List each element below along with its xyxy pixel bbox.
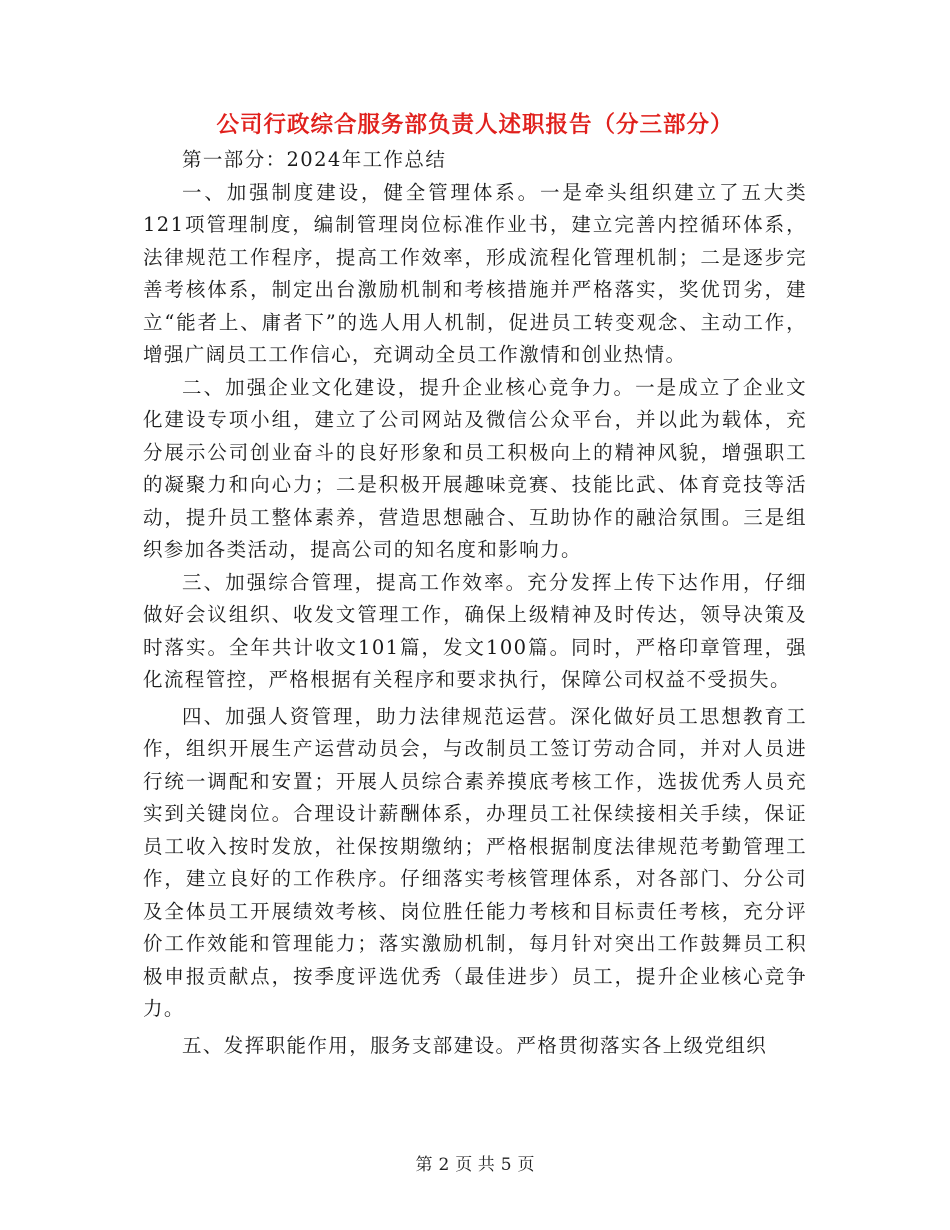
footer-page-number: 2 [438,1155,450,1175]
page-footer [0,1153,950,1177]
footer-middle: 页 共 [455,1155,495,1175]
paragraph-5: 五、发挥职能作用，服务支部建设。严格贯彻落实各上级党组织 [182,1033,768,1057]
paragraph-1: 一、加强制度建设，健全管理体系。一是牵头组织建立了五大类121项管理制度，编制管理岗位标准作业书，建立完善内控循环体系，法律规范工作程序，提高工作效率，形成流程化管理机制；二是逐步完善考核体系，制定出台激励机制和考核措施并严格落实，奖优罚劣，建立“能者上、庸者下”的选人用人机制，促进员工转变观念、主动工作，增强广阔员工工作信心，充调动全员工作激情和创业热情。 [143,180,807,366]
footer-suffix: 页 [517,1155,535,1175]
section-heading: 第一部分：2024年工作总结 [182,148,447,171]
document-body [143,144,807,1062]
document-title: 公司行政综合服务部负责人述职报告（分三部分） [216,112,734,138]
footer-total-pages: 5 [500,1155,512,1175]
paragraph-3: 三、加强综合管理，提高工作效率。充分发挥上传下达作用，仔细做好会议组织、收发文管理工作，确保上级精神及时传达，领导决策及时落实。全年共计收文101篇，发文100篇。同时，严格印章管理，强化流程管控，严格根据有关程序和要求执行，保障公司权益不受损失。 [143,570,807,691]
paragraph-2: 二、加强企业文化建设，提升企业核心竞争力。一是成立了企业文化建设专项小组，建立了公司网站及微信公众平台，并以此为载体，充分展示公司创业奋斗的良好形象和员工积极向上的精神风貌，增强职工的凝聚力和向心力；二是积极开展趣味竞赛、技能比武、体育竞技等活动，提升员工整体素养，营造思想融合、互助协作的融洽氛围。三是组织参加各类活动，提高公司的知名度和影响力。 [143,375,807,561]
paragraph-4: 四、加强人资管理，助力法律规范运营。深化做好员工思想教育工作，组织开展生产运营动员会，与改制员工签订劳动合同，并对人员进行统一调配和安置；开展人员综合素养摸底考核工作，选拔优秀人员充实到关键岗位。合理设计薪酬体系，办理员工社保续接相关手续，保证员工收入按时发放，社保按期缴纳；严格根据制度法律规范考勤管理工作，建立良好的工作秩序。仔细落实考核管理体系，对各部门、分公司及全体员工开展绩效考核、岗位胜任能力考核和目标责任考核，充分评价工作效能和管理能力；落实激励机制，每月针对突出工作鼓舞员工积极申报贡献点，按季度评选优秀（最佳进步）员工，提升企业核心竞争力。 [143,704,807,1020]
footer-prefix: 第 [415,1155,433,1175]
